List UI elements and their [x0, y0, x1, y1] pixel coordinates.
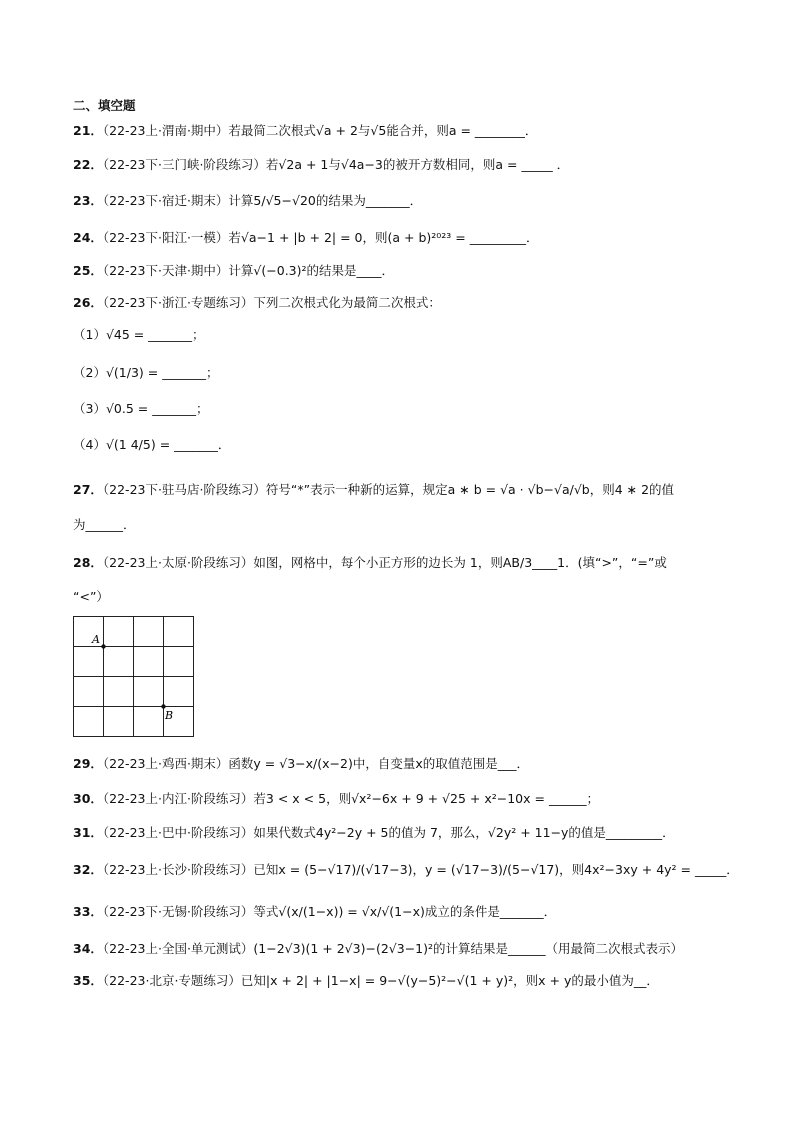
question-26: 26．（22-23下·浙江·专题练习）下列二次根式化为最简二次根式：: [73, 295, 441, 310]
question-29: 29．（22-23上·鸡西·期末）函数y = √3−x/(x−2)中，自变量x的取值范围是___．: [73, 756, 529, 771]
question-31: 31．（22-23上·巴中·阶段练习）如果代数式4y²−2y + 5的值为 7，那么，√2y² + 11−y的值是_________．: [73, 825, 675, 840]
q26-item-4: （4）√(1 4/5) = _______．: [73, 437, 231, 452]
label-b: B: [165, 709, 174, 722]
question-22: 22．（22-23下·三门峡·阶段练习）若√2a + 1与√4a−3的被开方数相同，则a = _____ ．: [73, 157, 570, 172]
point-a: [101, 644, 105, 648]
question-25: 25．（22-23下·天津·期中）计算√(−0.3)²的结果是____．: [73, 263, 395, 278]
question-28: 28．（22-23上·太原·阶段练习）如图，网格中，每个小正方形的边长为 1，则AB/3____1．(填“>”，“=”或: [73, 555, 667, 570]
question-35: 35．（22-23·北京·专题练习）已知|x + 2| + |1−x| = 9−√(y−5)²−√(1 + y)²，则x + y的最小值为__．: [73, 973, 659, 988]
q26-item-2: （2）√(1/3) = _______；: [73, 365, 219, 380]
question-23: 23．（22-23下·宿迁·期末）计算5/√5−√20的结果为_______．: [73, 193, 423, 208]
question-27-continued: 为______．: [73, 517, 136, 532]
question-27: 27．（22-23下·驻马店·阶段练习）符号“*”表示一种新的运算，规定a ∗ b = √a · √b−√a/√b，则4 ∗ 2的值: [73, 482, 675, 497]
question-32: 32．（22-23上·长沙·阶段练习）已知x = (5−√17)/(√17−3)，y = (√17−3)/(5−√17)，则4x²−3xy + 4y² = _____．: [73, 862, 739, 877]
label-a: A: [92, 633, 100, 646]
question-21: 21．（22-23上·渭南·期中）若最简二次根式√a + 2与√5能合并，则a = ________．: [73, 123, 538, 138]
grid-figure: [73, 616, 195, 738]
grid-svg: [73, 616, 195, 738]
section-title: 二、填空题: [73, 98, 136, 113]
question-28-continued: “<”）: [73, 589, 109, 604]
q26-item-3: （3）√0.5 = _______；: [73, 401, 209, 416]
question-24: 24．（22-23下·阳江·一模）若√a−1 + |b + 2| = 0，则(a + b)²⁰²³ = _________．: [73, 230, 539, 245]
question-34: 34．（22-23上·全国·单元测试）(1−2√3)(1 + 2√3)−(2√3−1)²的计算结果是______（用最简二次根式表示）: [73, 941, 684, 956]
question-30: 30．（22-23上·内江·阶段练习）若3 < x < 5，则√x²−6x + 9 + √25 + x²−10x = ______；: [73, 791, 599, 806]
question-33: 33．（22-23下·无锡·阶段练习）等式√(x/(1−x)) = √x/√(1−x)成立的条件是_______．: [73, 904, 557, 919]
q26-item-1: （1）√45 = _______；: [73, 327, 205, 342]
